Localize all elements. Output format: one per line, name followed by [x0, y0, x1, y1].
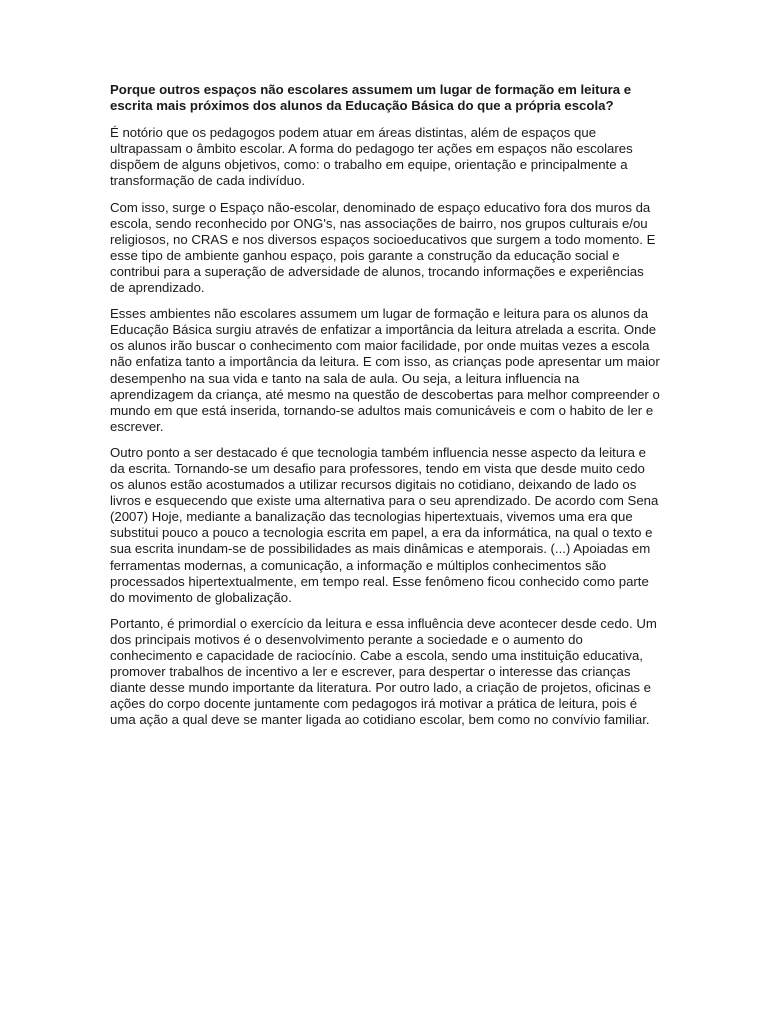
document-heading: Porque outros espaços não escolares assumem um lugar de formação em leitura e escrita mais próximos dos alunos da Educação Básica do que a própria escola?: [110, 82, 632, 114]
paragraph-1: É notório que os pedagogos podem atuar em áreas distintas, além de espaços que ultrapassam o âmbito escolar. A forma do pedagogo ter ações em espaços não escolares dispõem de alguns objetivos, como: o trabalho em equipe, orientação e principalmente a transformação de cada indivíduo.: [110, 125, 633, 189]
paragraph-5: Portanto, é primordial o exercício da leitura e essa influência deve acontecer desde cedo. Um dos principais motivos é o desenvolvimento perante a sociedade e o aumento do conhecimento e capacidade de raciocínio. Cabe a escola, sendo uma instituição educativa, promover trabalhos de incentivo a ler e escrever, para despertar o interesse das crianças diante desse mundo importante da literatura. Por outro lado, a criação de projetos, oficinas e ações do corpo docente juntamente com pedagogos irá motivar a prática de leitura, pois é uma ação a qual deve se manter ligada ao cotidiano escolar, bem como no convívio familiar.: [110, 615, 657, 728]
document-page: [110, 82, 660, 738]
paragraph-2: Com isso, surge o Espaço não-escolar, denominado de espaço educativo fora dos muros da escola, sendo reconhecido por ONG's, nas associações de bairro, nos grupos culturais e/ou religiosos, no CRAS e nos diversos espaços socioeducativos que surgem a todo momento. E esse tipo de ambiente ganhou espaço, pois garante a construção da educação social e contribui para a superação de adversidade de alunos, trocando informações e experiências de aprendizado.: [110, 199, 656, 296]
paragraph-3: Esses ambientes não escolares assumem um lugar de formação e leitura para os alunos da Educação Básica surgiu através de enfatizar a importância da leitura atrelada a escrita. Onde os alunos irão buscar o conhecimento com maior facilidade, por onde muitas vezes a escola não enfatiza tanto a importância da leitura. E com isso, as crianças pode apresentar um maior desempenho na sua vida e tanto na sala de aula. Ou seja, a leitura influencia na aprendizagem da criança, até mesmo na questão de descobertas para melhor compreender o mundo em que está inserida, tornando-se adultos mais comunicáveis e com o habito de ler e escrever.: [110, 306, 660, 434]
paragraph-4: Outro ponto a ser destacado é que tecnologia também influencia nesse aspecto da leitura e da escrita. Tornando-se um desafio para professores, tendo em vista que desde muito cedo os alunos estão acostumados a utilizar recursos digitais no cotidiano, deixando de lado os livros e esquecendo que existe uma alternativa para o seu aprendizado. De acordo com Sena (2007) Hoje, mediante a banalização das tecnologias hipertextuais, vivemos uma era que substitui pouco a pouco a tecnologia escrita em papel, a era da informática, na qual o texto e sua escrita inundam-se de possibilidades as mais dinâmicas e atemporais. (...) Apoiadas em ferramentas modernas, a comunicação, a informação e múltiplos conhecimentos são processados hipertextualmente, em tempo real. Esse fenômeno ficou conhecido como parte do movimento de globalização.: [110, 444, 659, 605]
